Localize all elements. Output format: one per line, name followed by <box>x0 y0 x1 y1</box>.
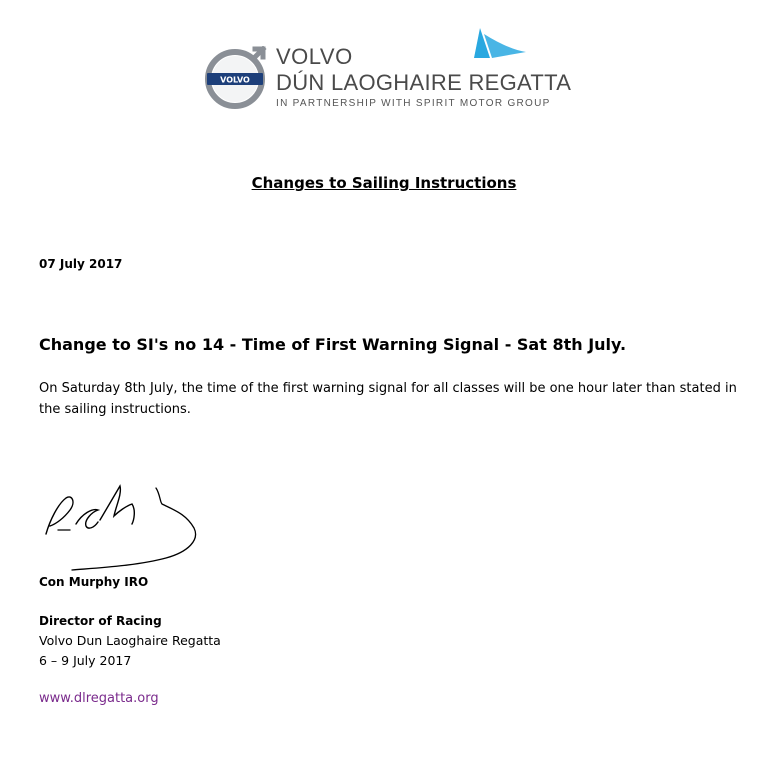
website-link[interactable]: www.dlregatta.org <box>39 691 159 706</box>
volvo-emblem-text: VOLVO <box>220 75 250 85</box>
regatta-logo-text <box>276 44 572 111</box>
logo-event-name: DÚN LAOGHAIRE REGATTA <box>276 70 572 95</box>
document-date: 07 July 2017 <box>39 257 123 271</box>
signer-name: Con Murphy IRO <box>39 575 149 589</box>
notice-body: On Saturday 8th July, the time of the first warning signal for all classes will be one hour later than stated in the sailing instructions. <box>39 381 737 417</box>
volvo-emblem-icon <box>203 46 267 110</box>
organisation-name: Volvo Dun Laoghaire Regatta <box>39 633 221 648</box>
document-title: Changes to Sailing Instructions <box>251 174 517 192</box>
event-dates: 6 – 9 July 2017 <box>39 653 132 668</box>
signature-icon <box>36 480 206 572</box>
logo-partnership: IN PARTNERSHIP WITH SPIRIT MOTOR GROUP <box>276 98 551 109</box>
signer-role: Director of Racing <box>39 614 162 628</box>
notice-subheading: Change to SI's no 14 - Time of First Warning Signal - Sat 8th July. <box>39 335 627 354</box>
logo-brand: VOLVO <box>276 44 353 69</box>
